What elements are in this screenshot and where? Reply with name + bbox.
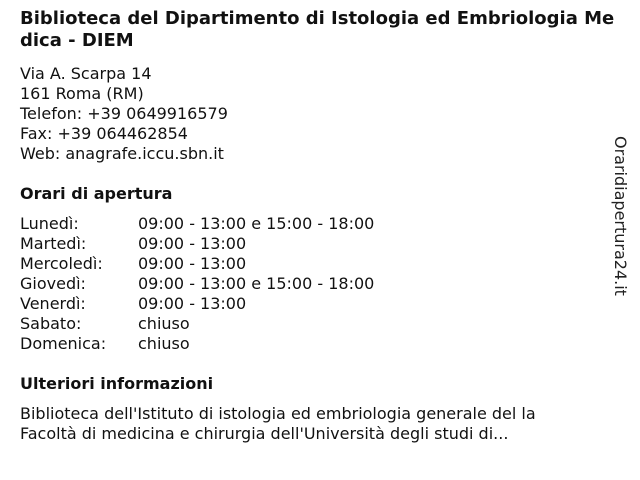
day-label: Mercoledì:	[20, 254, 103, 273]
hours-row-thursday	[20, 274, 374, 294]
day-label: Martedì:	[20, 234, 87, 253]
hours-value: 09:00 - 13:00	[138, 294, 247, 313]
hours-row-tuesday	[20, 234, 374, 254]
hours-row-monday	[20, 214, 374, 234]
city-address: 161 Roma (RM)	[20, 84, 144, 103]
site-watermark: Oraridiapertura24.it	[611, 136, 630, 296]
address-block	[20, 64, 228, 164]
day-label: Giovedì:	[20, 274, 86, 293]
day-label: Lunedì:	[20, 214, 79, 233]
hours-row-friday	[20, 294, 374, 314]
website-link[interactable]: Web: anagrafe.iccu.sbn.it	[20, 144, 224, 163]
hours-value: 09:00 - 13:00	[138, 234, 247, 253]
day-label: Domenica:	[20, 334, 107, 353]
hours-value: 09:00 - 13:00	[138, 254, 247, 273]
hours-value: chiuso	[138, 314, 190, 333]
library-title: Biblioteca del Dipartimento di Istologia ed Embriologia Medica - DIEM	[20, 8, 615, 51]
hours-row-wednesday	[20, 254, 374, 274]
hours-value: chiuso	[138, 334, 190, 353]
hours-row-saturday	[20, 314, 374, 334]
opening-hours-table	[20, 214, 374, 354]
more-info-text: Biblioteca dell'Istituto di istologia ed embriologia generale del la Facoltà di medicina e chirurgia dell'Università degli studi di...	[20, 404, 536, 443]
hours-value: 09:00 - 13:00 e 15:00 - 18:00	[138, 214, 375, 233]
day-label: Sabato:	[20, 314, 82, 333]
street-address: Via A. Scarpa 14	[20, 64, 152, 83]
fax-number: Fax: +39 064462854	[20, 124, 188, 143]
hours-row-sunday	[20, 334, 374, 354]
more-info-heading: Ulteriori informazioni	[20, 374, 214, 393]
phone-number[interactable]: Telefon: +39 0649916579	[20, 104, 228, 123]
opening-hours-heading: Orari di apertura	[20, 184, 173, 203]
day-label: Venerdì:	[20, 294, 86, 313]
hours-value: 09:00 - 13:00 e 15:00 - 18:00	[138, 274, 375, 293]
